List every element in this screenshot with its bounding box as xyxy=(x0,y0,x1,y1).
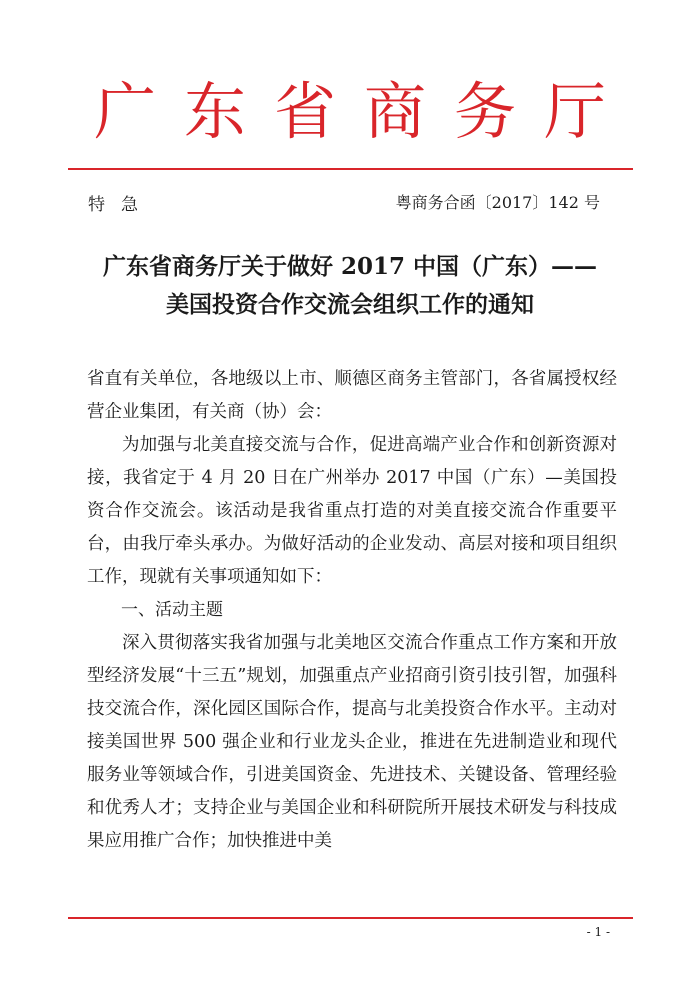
document-body xyxy=(87,363,617,858)
page-number: - 1 - xyxy=(586,925,610,939)
document-number: 粤商务合函〔2017〕142 号 xyxy=(395,193,600,212)
red-divider-top xyxy=(68,168,633,170)
section-heading-theme: 一、活动主题 xyxy=(121,600,223,620)
document-title xyxy=(70,248,630,324)
masthead-title: 广东省商务厅 xyxy=(93,75,634,148)
title-line-2: 美国投资合作交流会组织工作的通知 xyxy=(166,291,534,318)
red-divider-bottom xyxy=(68,917,633,919)
paragraph-intro: 为加强与北美直接交流与合作，促进高端产业合作和创新资源对接，我省定于 4 月 20 日在广州举办 2017 中国（广东）—美国投资合作交流会。该活动是我省重点打造的对美直接交流合作重要平台，由我厅牵头承办。为做好活动的企业发动、高层对接和项目组织工作，现就有关事项通知如下： xyxy=(87,435,617,587)
recipients: 省直有关单位，各地级以上市、顺德区商务主管部门，各省属授权经营企业集团，有关商（协）会： xyxy=(87,369,617,422)
title-line-1: 广东省商务厅关于做好 2017 中国（广东）—— xyxy=(102,253,598,280)
urgency-label: 特急 xyxy=(88,195,154,215)
paragraph-theme: 深入贯彻落实我省加强与北美地区交流合作重点工作方案和开放型经济发展“十三五”规划，加强重点产业招商引资引技引智，加强科技交流合作，深化园区国际合作，提高与北美投资合作水平。主动对接美国世界 500 强企业和行业龙头企业，推进在先进制造业和现代服务业等领域合作，引进美国资金、先进技术、关键设备、管理经验和优秀人才；支持企业与美国企业和科研院所开展技术研发与科技成果应用推广合作；加快推进中美 xyxy=(87,633,617,851)
